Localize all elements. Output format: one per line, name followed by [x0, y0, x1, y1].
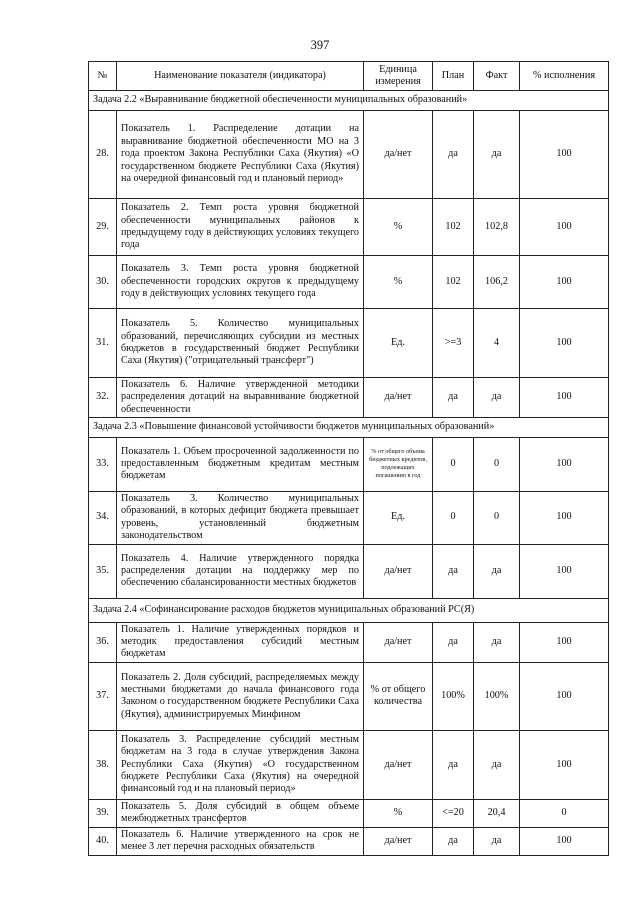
table-row: [89, 199, 609, 256]
table-row: [89, 378, 609, 418]
row-num: 37.: [89, 662, 117, 730]
row-plan: 100%: [433, 662, 474, 730]
table-row: [89, 437, 609, 491]
row-unit: %: [364, 799, 433, 827]
row-num: 38.: [89, 730, 117, 799]
header-percent: % исполнения: [520, 62, 609, 91]
row-plan: да: [433, 378, 474, 418]
row-percent: 100: [520, 309, 609, 378]
row-fact: 0: [474, 491, 520, 544]
row-num: 34.: [89, 491, 117, 544]
table-row: [89, 544, 609, 598]
table-row: [89, 111, 609, 199]
row-fact: да: [474, 622, 520, 662]
task-row: [89, 598, 609, 622]
row-plan: <=20: [433, 799, 474, 827]
task-2-4-title: Задача 2.4 «Софинансирование расходов бюджетов муниципальных образований РС(Я): [89, 598, 609, 622]
row-name: Показатель 5. Доля субсидий в общем объеме межбюджетных трансфертов: [117, 799, 364, 827]
row-name: Показатель 1. Наличие утвержденных порядков и методик предоставления субсидий местным бюджетам: [117, 622, 364, 662]
row-fact: 20,4: [474, 799, 520, 827]
row-plan: >=3: [433, 309, 474, 378]
row-plan: 0: [433, 437, 474, 491]
row-num: 28.: [89, 111, 117, 199]
row-fact: 100%: [474, 662, 520, 730]
row-fact: да: [474, 378, 520, 418]
row-percent: 100: [520, 199, 609, 256]
row-name: Показатель 2. Темп роста уровня бюджетной обеспеченности муниципальных районов к предыдущему году в действующих условиях текущего года: [117, 199, 364, 256]
row-plan: да: [433, 544, 474, 598]
row-name: Показатель 3. Распределение субсидий местным бюджетам на 3 года в случае утверждения Закона Республики Саха (Якутия) «О государственном бюджете Республики Саха (Якутия) на очередной финансовый год и на плановый период»: [117, 730, 364, 799]
row-percent: 100: [520, 730, 609, 799]
header-name: Наименование показателя (индикатора): [117, 62, 364, 91]
row-num: 33.: [89, 437, 117, 491]
row-name: Показатель 6. Наличие утвержденного на срок не менее 3 лет перечня расходных обязательств: [117, 827, 364, 855]
row-fact: да: [474, 111, 520, 199]
row-fact: да: [474, 544, 520, 598]
row-percent: 100: [520, 491, 609, 544]
header-fact: Факт: [474, 62, 520, 91]
table-row: [89, 730, 609, 799]
row-num: 36.: [89, 622, 117, 662]
header-plan: План: [433, 62, 474, 91]
row-plan: да: [433, 730, 474, 799]
row-num: 39.: [89, 799, 117, 827]
table-row: [89, 662, 609, 730]
header-row: [89, 62, 609, 91]
table-row: [89, 799, 609, 827]
row-unit: Ед.: [364, 491, 433, 544]
row-unit: % от общего объема бюджетных кредитов, подлежащих погашению в год: [364, 437, 433, 491]
row-unit: да/нет: [364, 544, 433, 598]
row-plan: 102: [433, 256, 474, 309]
row-percent: 0: [520, 799, 609, 827]
row-name: Показатель 1. Объем просроченной задолженности по предоставленным бюджетным кредитам местным бюджетам: [117, 437, 364, 491]
row-percent: 100: [520, 437, 609, 491]
table-row: [89, 491, 609, 544]
row-unit: да/нет: [364, 622, 433, 662]
row-fact: 0: [474, 437, 520, 491]
page-number: 397: [310, 38, 330, 52]
indicators-table: [88, 61, 609, 856]
row-unit: % от общего количества: [364, 662, 433, 730]
row-num: 35.: [89, 544, 117, 598]
header-unit: Единица измерения: [364, 62, 433, 91]
header-num: №: [89, 62, 117, 91]
row-plan: да: [433, 111, 474, 199]
row-num: 32.: [89, 378, 117, 418]
row-name: Показатель 5. Количество муниципальных образований, перечисляющих субсидии из местных бюджетов в государственный бюджет Республики Саха (Якутия) ("отрицательный трансферт"): [117, 309, 364, 378]
row-num: 29.: [89, 199, 117, 256]
row-plan: 102: [433, 199, 474, 256]
row-fact: 102,8: [474, 199, 520, 256]
row-percent: 100: [520, 827, 609, 855]
row-unit: Ед.: [364, 309, 433, 378]
row-percent: 100: [520, 662, 609, 730]
row-name: Показатель 4. Наличие утвержденного порядка распределения дотации на поддержку мер по обеспечению сбалансированности местных бюджетов: [117, 544, 364, 598]
row-percent: 100: [520, 256, 609, 309]
row-name: Показатель 6. Наличие утвержденной методики распределения дотаций на выравнивание бюджетной обеспеченности: [117, 378, 364, 418]
row-name: Показатель 3. Количество муниципальных образований, в которых дефицит бюджета превышает уровень, установленный бюджетным законодательством: [117, 491, 364, 544]
task-row: [89, 418, 609, 437]
row-unit: да/нет: [364, 730, 433, 799]
row-name: Показатель 1. Распределение дотации на выравнивание бюджетной обеспеченности МО на 3 года проектом Закона Республики Саха (Якутия) «О государственном бюджете Республики Саха (Якутия) на очередной финансовый год и плановый период»: [117, 111, 364, 199]
row-fact: да: [474, 730, 520, 799]
row-percent: 100: [520, 378, 609, 418]
row-name: Показатель 2. Доля субсидий, распределяемых между местными бюджетами до начала финансового года Законом о государственном бюджете Республики Саха (Якутия), администрируемых Минфином: [117, 662, 364, 730]
row-percent: 100: [520, 622, 609, 662]
row-unit: да/нет: [364, 111, 433, 199]
row-num: 30.: [89, 256, 117, 309]
task-2-3-title: Задача 2.3 «Повышение финансовой устойчивости бюджетов муниципальных образований»: [89, 418, 609, 437]
table-row: [89, 622, 609, 662]
table-row: [89, 827, 609, 855]
row-fact: 106,2: [474, 256, 520, 309]
row-unit: да/нет: [364, 827, 433, 855]
row-name: Показатель 3. Темп роста уровня бюджетной обеспеченности городских округов к предыдущему году в действующих условиях текущего года: [117, 256, 364, 309]
table-row: [89, 256, 609, 309]
row-num: 31.: [89, 309, 117, 378]
row-unit: %: [364, 256, 433, 309]
row-plan: да: [433, 622, 474, 662]
row-percent: 100: [520, 544, 609, 598]
row-num: 40.: [89, 827, 117, 855]
row-plan: да: [433, 827, 474, 855]
row-fact: да: [474, 827, 520, 855]
table-row: [89, 309, 609, 378]
row-unit: да/нет: [364, 378, 433, 418]
row-percent: 100: [520, 111, 609, 199]
task-2-2-title: Задача 2.2 «Выравнивание бюджетной обеспеченности муниципальных образований»: [89, 91, 609, 111]
row-fact: 4: [474, 309, 520, 378]
row-plan: 0: [433, 491, 474, 544]
row-unit: %: [364, 199, 433, 256]
task-row: [89, 91, 609, 111]
